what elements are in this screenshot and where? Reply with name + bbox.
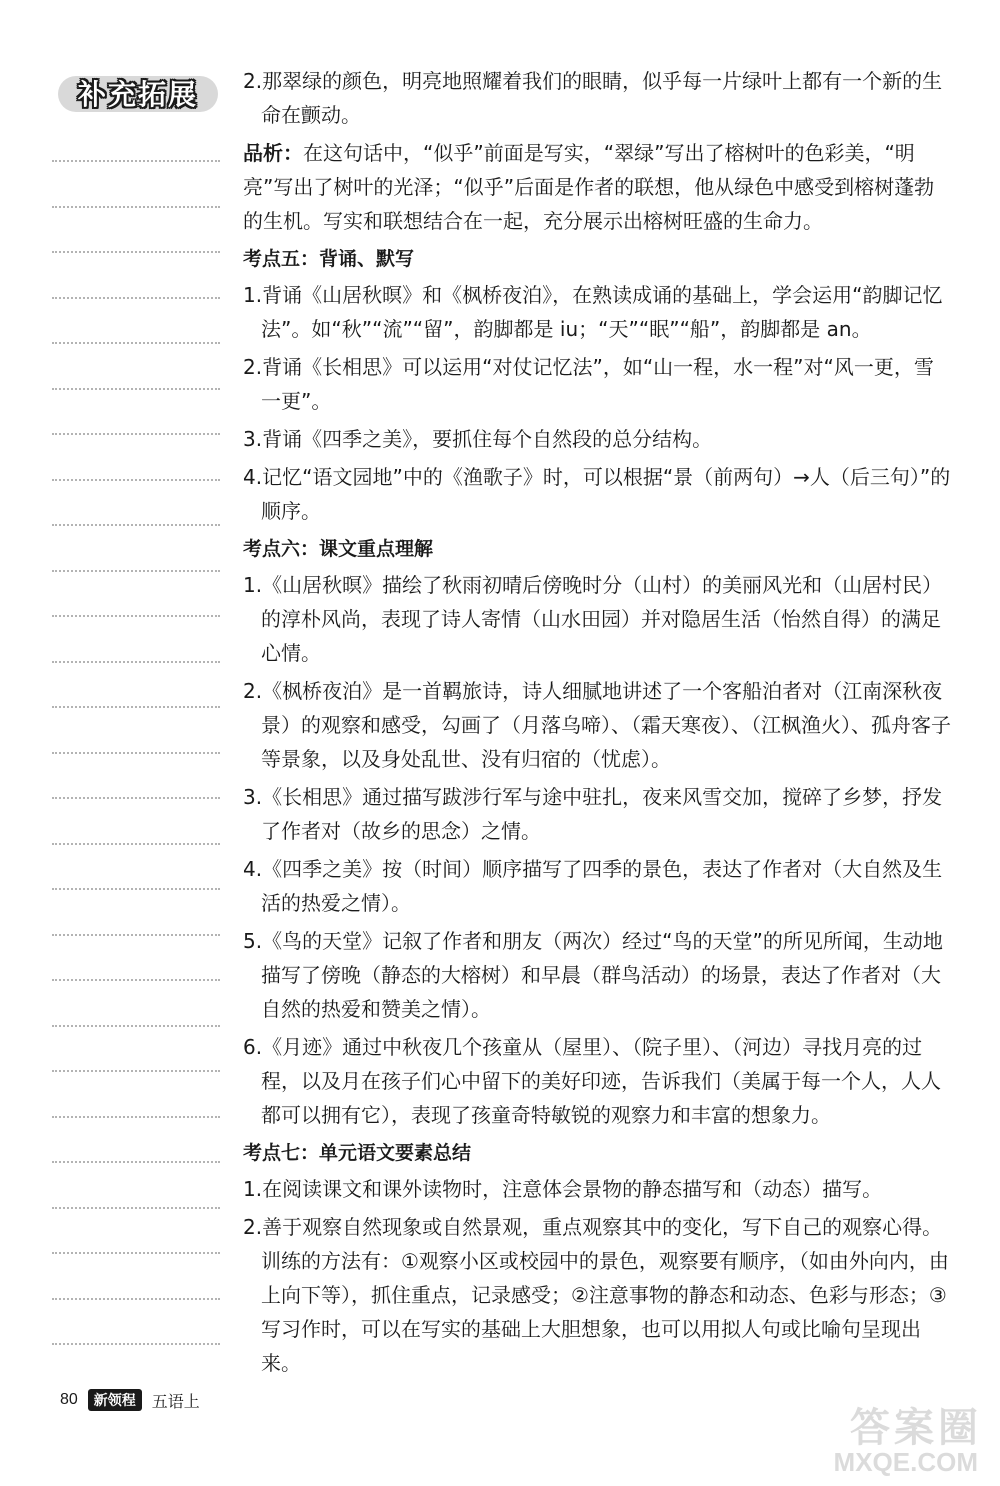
watermark-logo: 答案圈 <box>850 1405 982 1451</box>
guide-line <box>52 342 220 344</box>
list-item: 1.在阅读课文和课外读物时，注意体会景物的静态描写和（动态）描写。 <box>243 1177 883 1201</box>
guide-line <box>52 1070 220 1072</box>
guide-line <box>52 524 220 526</box>
guide-line <box>52 479 220 481</box>
list-item: 3.《长相思》通过描写跋涉行军与途中驻扎，夜来风雪交加，搅碎了乡梦，抒发了作者对（故乡的思念）之情。 <box>243 785 943 843</box>
list-item: 2.《枫桥夜泊》是一首羁旅诗，诗人细腻地讲述了一个客船泊者对（江南深秋夜景）的观察和感受，勾画了（月落乌啼）、（霜天寒夜）、（江枫渔火）、孤舟客子等景象，以及身处乱世、没有归宿的（忧虑）。 <box>243 679 951 771</box>
analysis-text: 在这句话中，“似乎”前面是写实，“翠绿”写出了榕树叶的色彩美，“明亮”写出了树叶的光泽；“似乎”后面是作者的联想，他从绿色中感受到榕树蓬勃的生机。写实和联想结合在一起，充分展示出榕树旺盛的生命力。 <box>243 141 935 233</box>
item-text: 那翠绿的颜色，明亮地照耀着我们的眼睛，似乎每一片绿叶上都有一个新的生命在颤动。 <box>261 69 943 127</box>
guide-line <box>52 388 220 390</box>
guide-line <box>52 570 220 572</box>
list-item: 4.记忆“语文园地”中的《渔歌子》时，可以根据“景（前两句）→人（后三句）”的顺序。 <box>243 465 951 523</box>
guide-line <box>52 1298 220 1300</box>
section-title: 考点六：课文重点理解 <box>243 538 434 560</box>
guide-line <box>52 1252 220 1254</box>
guide-line <box>52 1207 220 1209</box>
guide-line <box>52 934 220 936</box>
list-item: 5.《鸟的天堂》记叙了作者和朋友（两次）经过“鸟的天堂”的所见所闻，生动地描写了傍晚（静态的大榕树）和早晨（群鸟活动）的场景，表达了作者对（大自然的热爱和赞美之情）。 <box>243 929 943 1021</box>
list-item: 2.善于观察自然现象或自然景观，重点观察其中的变化，写下自己的观察心得。训练的方法有：①观察小区或校园中的景色，观察要有顺序，（如由外向内，由上向下等），抓住重点，记录感受；②注意事物的静态和动态、色彩与形态；③写习作时，可以在写实的基础上大胆想象，也可以用拟人句或比喻句呈现出来。 <box>243 1215 949 1375</box>
brand-badge: 新领程 <box>88 1389 142 1411</box>
guide-line <box>52 979 220 981</box>
list-item: 1.背诵《山居秋暝》和《枫桥夜泊》，在熟读成诵的基础上，学会运用“韵脚记忆法”。如“秋”“流”“留”，韵脚都是 iu；“天”“眠”“船”，韵脚都是 an。 <box>243 283 943 341</box>
list-item: 3.背诵《四季之美》，要抓住每个自然段的总分结构。 <box>243 427 713 451</box>
analysis-paragraph <box>243 136 953 238</box>
guide-line <box>52 1025 220 1027</box>
page-footer <box>60 1388 200 1412</box>
guide-line <box>52 160 220 162</box>
page-number: 80 <box>60 1391 78 1408</box>
guide-line <box>52 206 220 208</box>
guide-line <box>52 1116 220 1118</box>
section-title: 考点七：单元语文要素总结 <box>243 1142 472 1164</box>
list-item: 1.《山居秋暝》描绘了秋雨初晴后傍晚时分（山村）的美丽风光和（山居村民）的淳朴风尚，表现了诗人寄情（山水田园）并对隐居生活（怡然自得）的满足心情。 <box>243 573 943 665</box>
list-item: 4.《四季之美》按（时间）顺序描写了四季的景色，表达了作者对（大自然及生活的热爱之情）。 <box>243 857 943 915</box>
guide-line <box>52 297 220 299</box>
guide-line <box>52 615 220 617</box>
watermark-url: MXQE.COM <box>833 1447 978 1477</box>
section-title: 考点五：背诵、默写 <box>243 248 415 270</box>
main-content <box>243 64 953 1384</box>
list-item: 2.背诵《长相思》可以运用“对仗记忆法”，如“山一程，水一程”对“风一更，雪一更”。 <box>243 355 934 413</box>
guide-line <box>52 797 220 799</box>
sidebar-logo <box>58 70 218 116</box>
guide-line <box>52 843 220 845</box>
guide-line <box>52 706 220 708</box>
guide-line <box>52 1343 220 1345</box>
analysis-label: 品析： <box>243 141 303 165</box>
guide-line <box>52 752 220 754</box>
watermark <box>792 1396 982 1478</box>
guide-line <box>52 433 220 435</box>
guide-line <box>52 661 220 663</box>
list-item: 6.《月迹》通过中秋夜几个孩童从（屋里）、（院子里）、（河边）寻找月亮的过程，以及月在孩子们心中留下的美好印迹，告诉我们（美属于每一个人，人人都可以拥有它），表现了孩童奇特敏锐的观察力和丰富的想象力。 <box>243 1035 941 1127</box>
guide-line <box>52 1161 220 1163</box>
list-item: 2.那翠绿的颜色，明亮地照耀着我们的眼睛，似乎每一片绿叶上都有一个新的生命在颤动。 <box>243 69 943 127</box>
guide-line <box>52 251 220 253</box>
guide-line <box>52 888 220 890</box>
logo-text: 补充拓展 <box>77 78 198 111</box>
book-label: 五语上 <box>151 1391 200 1411</box>
